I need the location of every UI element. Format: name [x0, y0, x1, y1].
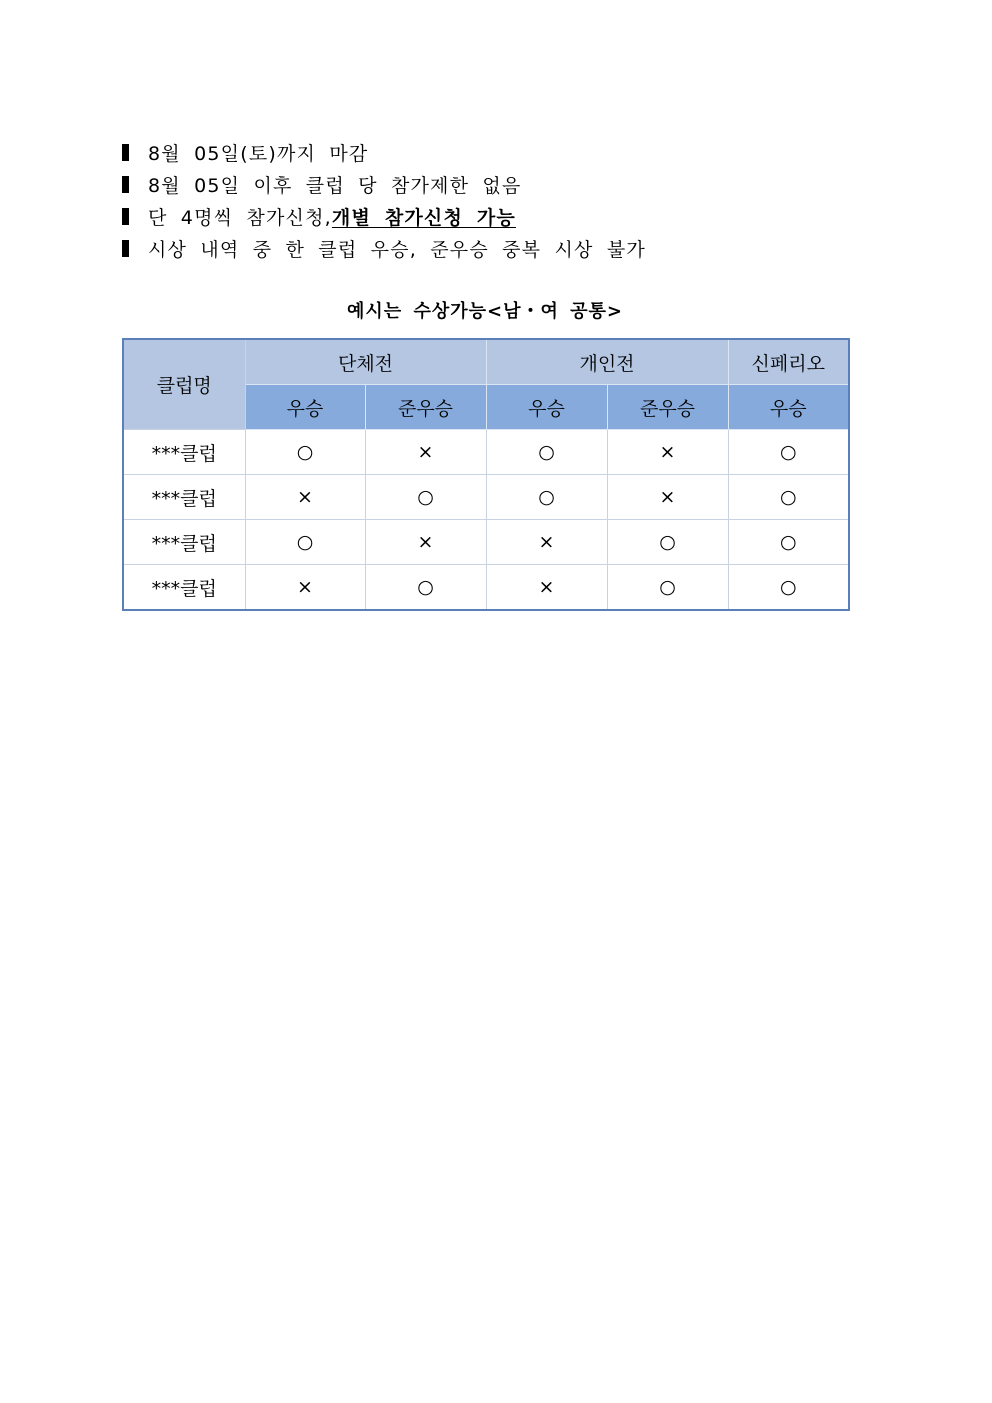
table-row: [123, 565, 849, 611]
result-cell: ○: [728, 475, 849, 520]
result-cell: ×: [245, 475, 365, 520]
subheader-cell: 우승: [728, 385, 849, 430]
result-cell: ○: [728, 520, 849, 565]
table-row: [123, 475, 849, 520]
notice-item-deadline: [122, 136, 882, 168]
result-cell: ×: [365, 430, 486, 475]
club-name-cell: ***클럽: [123, 520, 245, 565]
subheader-cell: 우승: [486, 385, 607, 430]
result-cell: ○: [486, 430, 607, 475]
subheader-cell: 우승: [245, 385, 365, 430]
group-header-team: 단체전: [245, 339, 486, 385]
notice-item-award-rule: [122, 232, 882, 264]
notice-emphasis: 개별 참가신청 가능: [331, 206, 516, 229]
result-cell: ○: [365, 565, 486, 611]
result-cell: ○: [728, 430, 849, 475]
table-row: [123, 430, 849, 475]
result-cell: ○: [607, 520, 728, 565]
club-name-cell: ***클럽: [123, 565, 245, 611]
result-cell: ○: [607, 565, 728, 611]
result-cell: ×: [365, 520, 486, 565]
notice-text: 8월 05일 이후 클럽 당 참가제한 없음: [148, 174, 522, 197]
award-eligibility-table: [122, 338, 850, 611]
result-cell: ×: [607, 475, 728, 520]
bullet-marker-icon: [122, 144, 129, 161]
club-name-cell: ***클럽: [123, 430, 245, 475]
club-name-cell: ***클럽: [123, 475, 245, 520]
bullet-marker-icon: [122, 208, 129, 225]
table-row: [123, 520, 849, 565]
group-header-new-perio: 신페리오: [728, 339, 849, 385]
result-cell: ×: [607, 430, 728, 475]
notice-list: [122, 136, 882, 264]
club-name-header: 클럽명: [123, 339, 245, 430]
notice-item-no-limit: [122, 168, 882, 200]
table-header-row: [123, 339, 849, 385]
notice-text: 시상 내역 중 한 클럽 우승, 준우승 중복 시상 불가: [148, 238, 646, 261]
notice-item-entry-rule: [122, 200, 882, 232]
subheader-cell: 준우승: [365, 385, 486, 430]
result-cell: ×: [245, 565, 365, 611]
table-caption: 예시는 수상가능<남・여 공통>: [347, 301, 623, 322]
bullet-marker-icon: [122, 176, 129, 193]
notice-text: 단 4명씩 참가신청,: [148, 206, 332, 229]
result-cell: ○: [245, 430, 365, 475]
notice-text: 8월 05일(토)까지 마감: [148, 142, 369, 165]
result-cell: ×: [486, 565, 607, 611]
subheader-cell: 준우승: [607, 385, 728, 430]
result-cell: ○: [728, 565, 849, 611]
result-cell: ○: [245, 520, 365, 565]
result-cell: ×: [486, 520, 607, 565]
bullet-marker-icon: [122, 240, 129, 257]
result-cell: ○: [486, 475, 607, 520]
result-cell: ○: [365, 475, 486, 520]
group-header-individual: 개인전: [486, 339, 728, 385]
